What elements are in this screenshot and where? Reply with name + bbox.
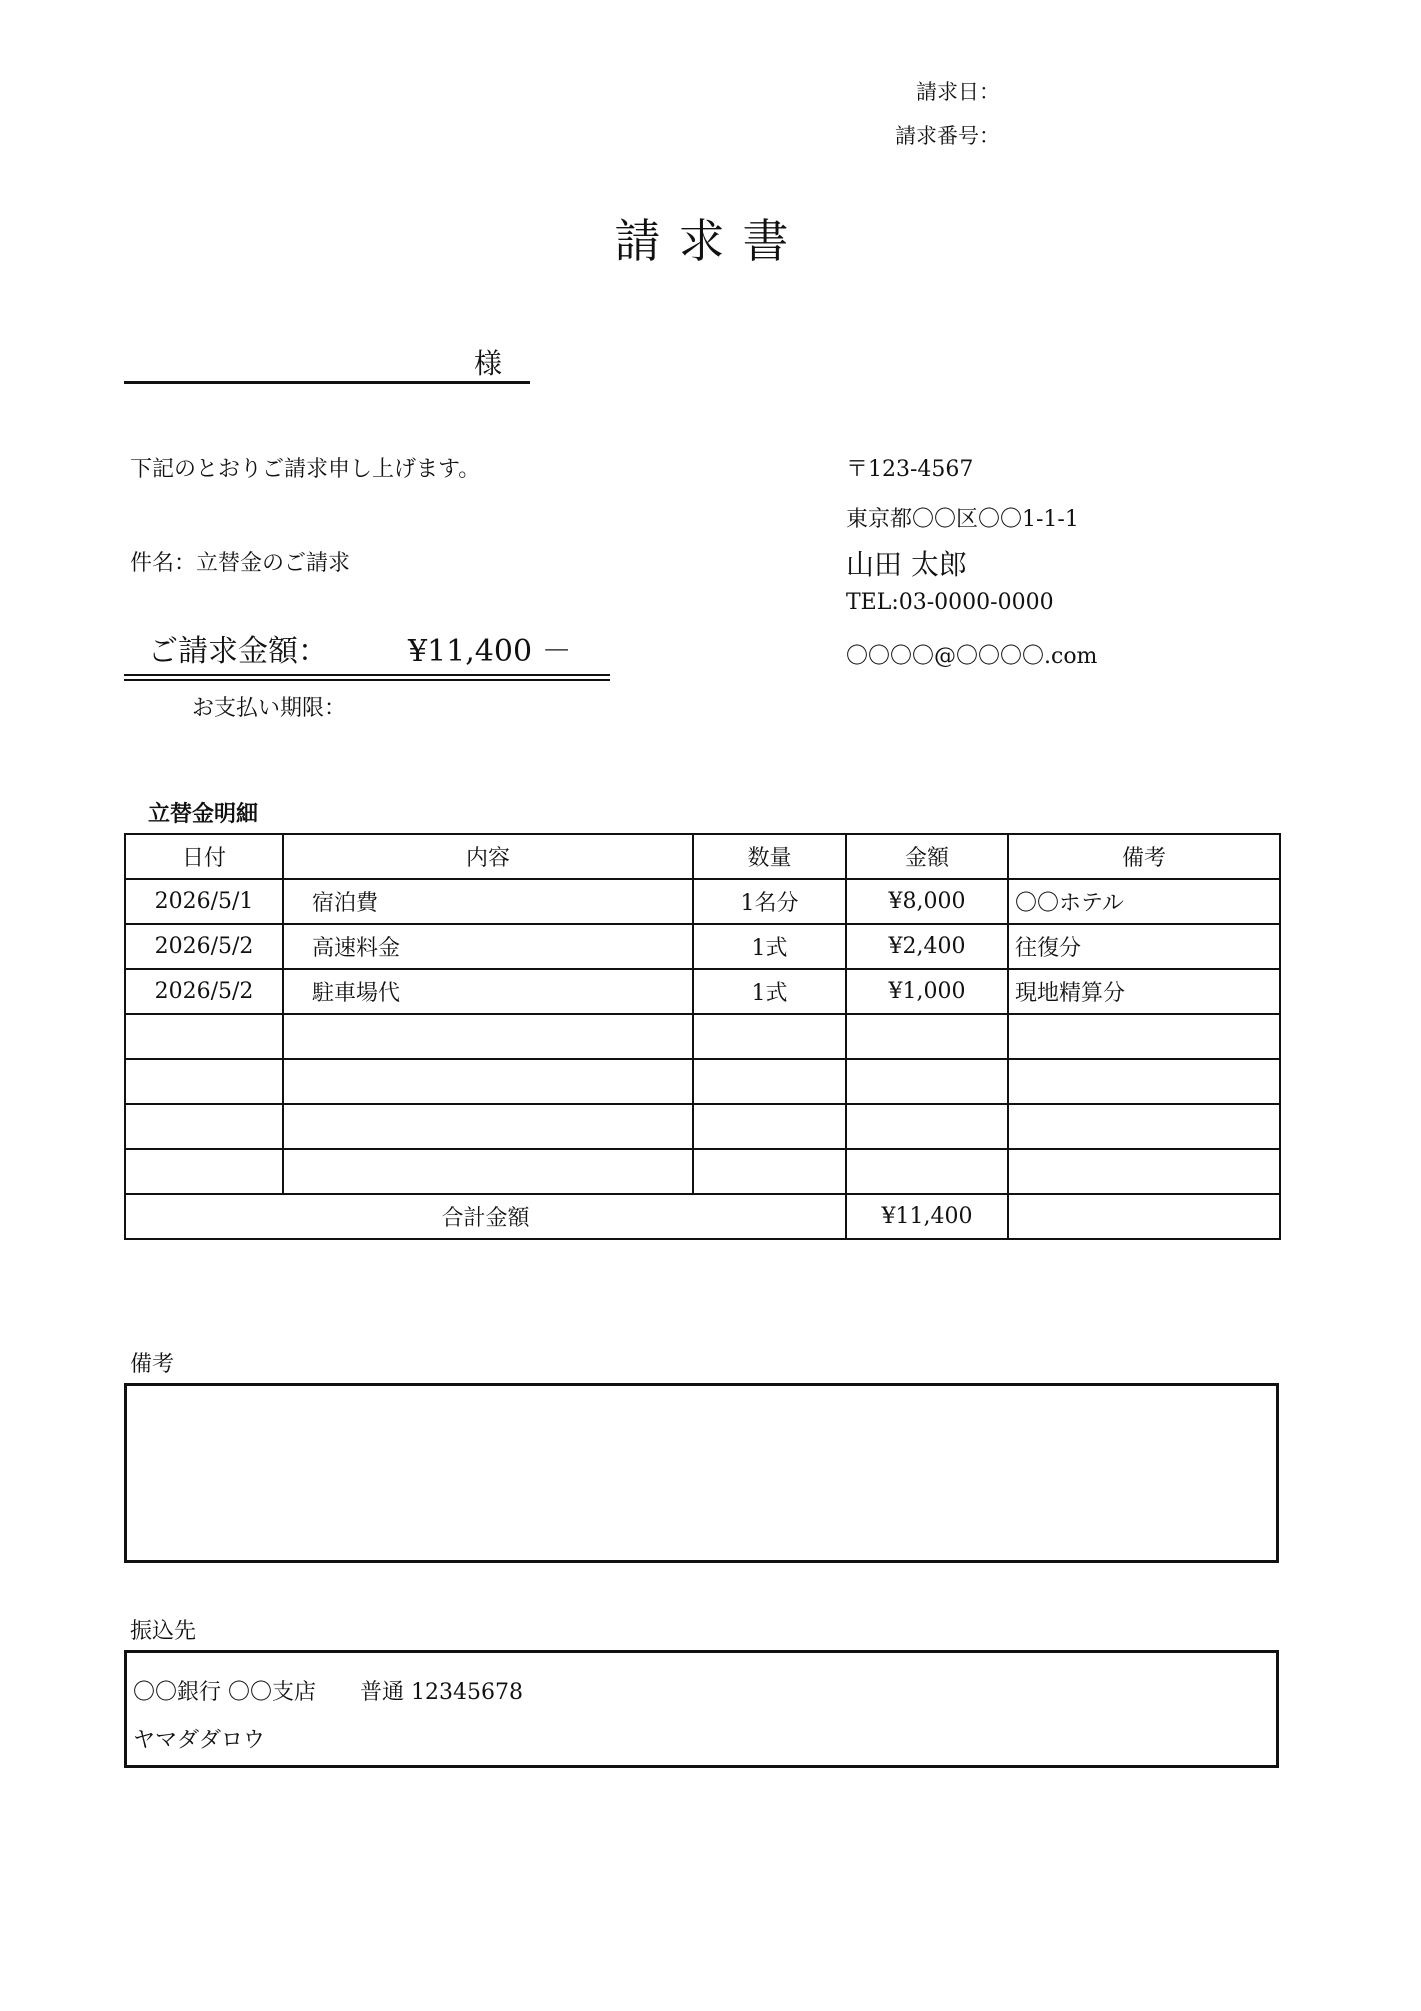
column-header-notes: 備考 [1008, 834, 1280, 879]
total-note [1008, 1194, 1280, 1239]
cell-date [125, 1149, 283, 1194]
detail-header-row [125, 834, 1280, 879]
detail-section-title: 立替金明細 [148, 801, 259, 827]
subject-text: 件名：立替金のご請求 [130, 551, 351, 576]
sender-postal-code: 〒123-4567 [846, 457, 974, 482]
due-date-label: お支払い期限： [192, 696, 347, 721]
cell-notes [1008, 1014, 1280, 1059]
recipient-honorific: 様 [474, 347, 503, 380]
recipient-underline [124, 381, 530, 384]
cell-quantity [693, 1149, 846, 1194]
cell-amount [846, 1014, 1008, 1059]
sender-email: 〇〇〇〇@〇〇〇〇.com [846, 644, 1098, 669]
sender-address: 東京都〇〇区〇〇1-1-1 [846, 507, 1079, 532]
invoice-number-label: 請求番号： [895, 124, 1000, 148]
cell-notes [1008, 1104, 1280, 1149]
table-row [125, 1104, 1280, 1149]
table-row [125, 924, 1280, 969]
column-header-amount: 金額 [846, 834, 1008, 879]
table-row [125, 879, 1280, 924]
column-header-date: 日付 [125, 834, 283, 879]
amount-value: ¥11,400 － [408, 634, 572, 669]
cell-quantity: 1式 [693, 924, 846, 969]
sender-tel: TEL:03-0000-0000 [846, 590, 1054, 615]
cell-amount [846, 1149, 1008, 1194]
bank-label: 振込先 [130, 1619, 197, 1644]
cell-quantity [693, 1104, 846, 1149]
cell-date: 2026/5/2 [125, 924, 283, 969]
cell-amount: ¥8,000 [846, 879, 1008, 924]
total-value: ¥11,400 [846, 1194, 1008, 1239]
amount-underline-bottom [124, 679, 610, 681]
cell-content [283, 1014, 693, 1059]
cell-content: 宿泊費 [283, 879, 693, 924]
document-title: 請求書 [614, 214, 807, 268]
notes-content [127, 1386, 1276, 1406]
notes-label: 備考 [130, 1352, 175, 1377]
cell-quantity [693, 1014, 846, 1059]
cell-notes: 往復分 [1008, 924, 1280, 969]
total-label: 合計金額 [125, 1194, 846, 1239]
table-row [125, 1014, 1280, 1059]
cell-date [125, 1014, 283, 1059]
cell-notes: 〇〇ホテル [1008, 879, 1280, 924]
cell-content [283, 1059, 693, 1104]
cell-amount: ¥1,000 [846, 969, 1008, 1014]
cell-notes [1008, 1149, 1280, 1194]
bank-account-line: 〇〇銀行 〇〇支店 普通 12345678 [133, 1680, 523, 1705]
amount-underline-top [124, 674, 610, 676]
table-row [125, 969, 1280, 1014]
table-row [125, 1059, 1280, 1104]
cell-notes [1008, 1059, 1280, 1104]
sender-name: 山田 太郎 [846, 548, 967, 581]
column-header-quantity: 数量 [693, 834, 846, 879]
cell-date: 2026/5/2 [125, 969, 283, 1014]
table-row [125, 1149, 1280, 1194]
cell-content [283, 1104, 693, 1149]
cell-notes: 現地精算分 [1008, 969, 1280, 1014]
bank-account-holder: ヤマダダロウ [133, 1728, 266, 1753]
amount-label: ご請求金額： [148, 634, 328, 669]
cell-date [125, 1059, 283, 1104]
cell-content: 高速料金 [283, 924, 693, 969]
cell-quantity: 1名分 [693, 879, 846, 924]
invoice-date-label: 請求日： [916, 80, 1000, 104]
cell-quantity: 1式 [693, 969, 846, 1014]
cell-amount [846, 1104, 1008, 1149]
cell-content: 駐車場代 [283, 969, 693, 1014]
cell-date: 2026/5/1 [125, 879, 283, 924]
cell-amount: ¥2,400 [846, 924, 1008, 969]
cell-amount [846, 1059, 1008, 1104]
detail-table [124, 833, 1281, 1240]
cell-date [125, 1104, 283, 1149]
total-row [125, 1194, 1280, 1239]
notes-box [124, 1383, 1279, 1563]
cell-quantity [693, 1059, 846, 1104]
intro-text: 下記のとおりご請求申し上げます。 [130, 457, 481, 482]
column-header-content: 内容 [283, 834, 693, 879]
cell-content [283, 1149, 693, 1194]
bank-box [124, 1650, 1279, 1768]
